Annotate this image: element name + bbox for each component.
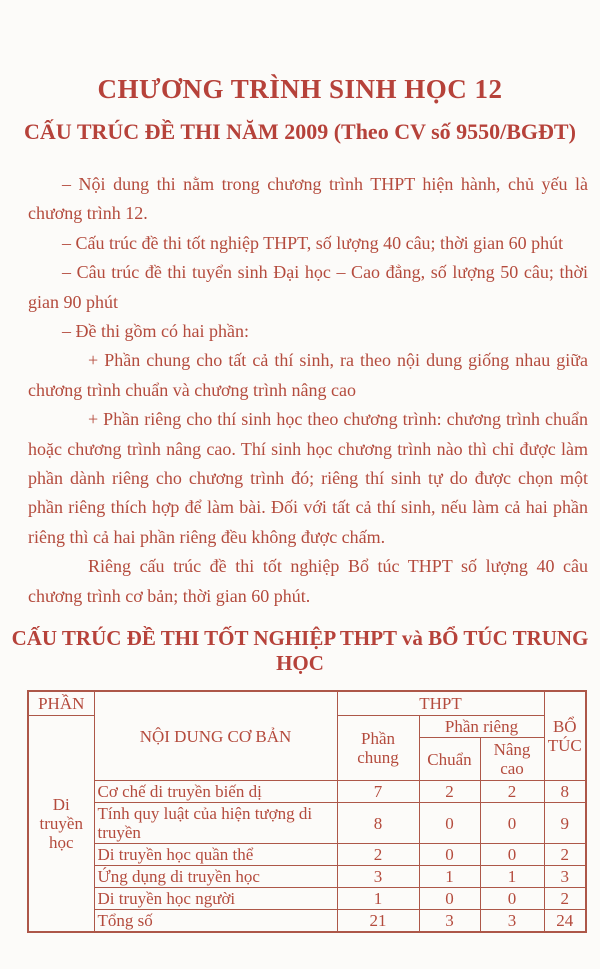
table-header-row-1 — [28, 691, 586, 716]
cell-nang-cao: 0 — [480, 844, 544, 866]
cell-phan-chung: 3 — [337, 866, 419, 888]
cell-phan-chung: 8 — [337, 803, 419, 844]
col-header-chuan: Chuẩn — [419, 738, 480, 781]
cell-bo-tuc: 8 — [544, 781, 586, 803]
cell-nang-cao: 0 — [480, 803, 544, 844]
cell-chuan: 0 — [419, 888, 480, 910]
cell-bo-tuc: 2 — [544, 844, 586, 866]
col-header-thpt: THPT — [337, 691, 544, 716]
row-label: Di truyền học người — [94, 888, 337, 910]
total-nang-cao: 3 — [480, 910, 544, 933]
cell-chuan: 0 — [419, 803, 480, 844]
total-bo-tuc: 24 — [544, 910, 586, 933]
row-group-di-truyen-hoc: Di truyền học — [28, 716, 94, 933]
paragraph: Riêng cấu trúc đề thi tốt nghiệp Bổ túc THPT số lượng 40 câu chương trình cơ bản; thời gian 60 phút. — [28, 556, 588, 606]
paragraph: – Đề thi gồm có hai phần: — [62, 321, 249, 342]
section-heading: CẤU TRÚC ĐỀ THI TỐT NGHIỆP THPT và BỔ TÚC TRUNG HỌC — [11, 626, 589, 676]
col-header-phan: PHẦN — [28, 691, 94, 716]
col-header-bo-tuc: BỔ TÚC — [544, 691, 586, 781]
total-phan-chung: 21 — [337, 910, 419, 933]
paragraph: – Nội dung thi nằm trong chương trình THPT hiện hành, chủ yếu là chương trình 12. — [28, 174, 588, 224]
table-total-row — [28, 910, 586, 933]
cell-bo-tuc: 3 — [544, 866, 586, 888]
row-label: Di truyền học quần thể — [94, 844, 337, 866]
cell-nang-cao: 2 — [480, 781, 544, 803]
col-header-noi-dung: NỘI DUNG CƠ BẢN — [94, 691, 337, 781]
table-row — [28, 781, 586, 803]
page-title: CHƯƠNG TRÌNH SINH HỌC 12 — [97, 74, 503, 104]
paragraph: + Phần chung cho tất cả thí sinh, ra theo nội dung giống nhau giữa chương trình chuẩn và chương trình nâng cao — [28, 350, 588, 400]
cell-chuan: 0 — [419, 844, 480, 866]
row-label: Ứng dụng di truyền học — [94, 866, 337, 888]
paragraph: – Câu trúc đề thi tuyển sinh Đại học – Cao đẳng, số lượng 50 câu; thời gian 90 phút — [28, 262, 588, 312]
col-header-nang-cao: Nâng cao — [480, 738, 544, 781]
cell-chuan: 1 — [419, 866, 480, 888]
cell-nang-cao: 1 — [480, 866, 544, 888]
row-label: Cơ chế di truyền biến dị — [94, 781, 337, 803]
table-row — [28, 844, 586, 866]
paragraph: + Phần riêng cho thí sinh học theo chương trình: chương trình chuẩn hoặc chương trình nâng cao. Thí sinh học chương trình nào thì chỉ được làm phần dành riêng cho chương trình đó; riêng thí sinh tự do được chọn một phần riêng thích hợp để làm bài. Đối với tất cả thí sinh, nếu làm cả hai phần riêng thì cả hai phần riêng đều không được chấm. — [28, 409, 588, 547]
table-row — [28, 803, 586, 844]
cell-bo-tuc: 9 — [544, 803, 586, 844]
page-subtitle: CẤU TRÚC ĐỀ THI NĂM 2009 (Theo CV số 9550/BGĐT) — [24, 119, 576, 144]
table-row — [28, 866, 586, 888]
cell-chuan: 2 — [419, 781, 480, 803]
cell-bo-tuc: 2 — [544, 888, 586, 910]
cell-nang-cao: 0 — [480, 888, 544, 910]
exam-structure-table — [27, 690, 587, 933]
col-header-phan-chung: Phần chung — [337, 716, 419, 781]
table-row — [28, 888, 586, 910]
cell-phan-chung: 7 — [337, 781, 419, 803]
cell-phan-chung: 2 — [337, 844, 419, 866]
paragraph: – Cấu trúc đề thi tốt nghiệp THPT, số lượng 40 câu; thời gian 60 phút — [62, 232, 564, 253]
col-header-phan-rieng: Phần riêng — [419, 716, 544, 738]
total-label: Tổng số — [94, 910, 337, 933]
row-label: Tính quy luật của hiện tượng di truyền — [94, 803, 337, 844]
cell-phan-chung: 1 — [337, 888, 419, 910]
body-text-block — [0, 170, 600, 611]
total-chuan: 3 — [419, 910, 480, 933]
